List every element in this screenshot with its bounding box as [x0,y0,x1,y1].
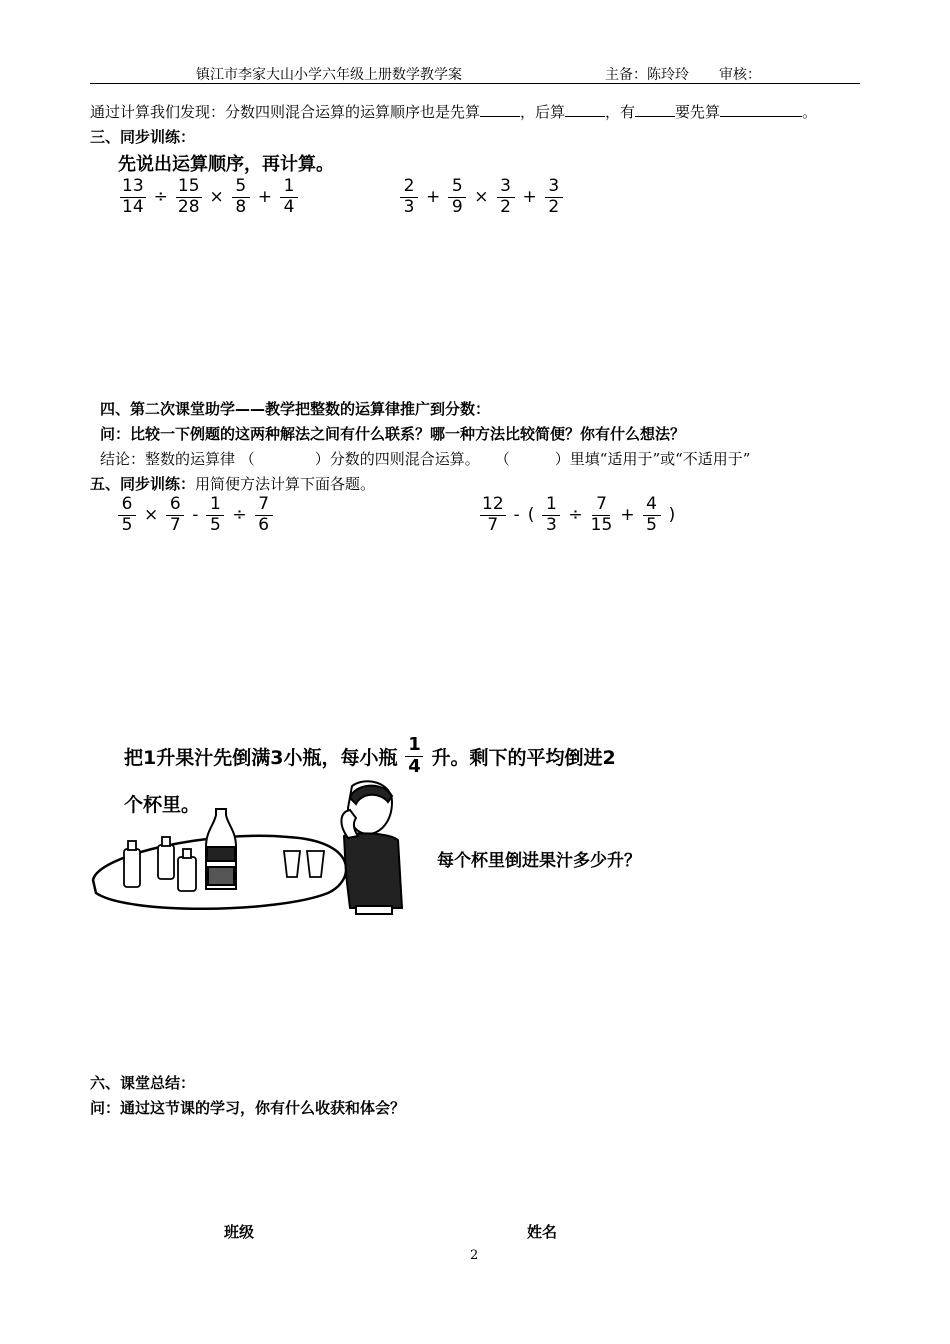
fraction: $\frac{3}{2}$ [545,178,563,217]
blank-2[interactable] [565,104,605,117]
blank-3[interactable] [635,104,675,117]
fraction: $\frac{5}{8}$ [232,178,250,217]
operator: + [426,187,441,208]
intro-part-3: ，有 [605,103,636,121]
fraction: $\frac{7}{15}$ [590,494,613,535]
section5-expression-1 [114,496,277,535]
fraction: $\frac{1}{3}$ [542,496,560,535]
section6-question: 问：通过这节课的学习，你有什么收获和体会？ [90,1099,406,1117]
class-label: 班级 [224,1223,255,1241]
section5-heading [90,473,375,494]
section6-title: 六、课堂总结： [90,1074,196,1092]
section4-title: 四、第二次课堂助学——教学把整数的运算律推广到分数： [100,400,491,418]
section4-conclusion: 结论：整数的运算律 （ ）分数的四则混合运算。 （ ）里填“适用于”或“不适用于” [100,450,751,468]
fraction: $\frac{4}{5}$ [643,496,661,535]
section3-expression-1 [116,178,302,217]
fraction: $\frac{3}{2}$ [497,178,515,217]
page-number: 2 [470,1248,479,1263]
story-text-a: 把1升果汁先倒满3小瓶，每小瓶 [124,746,398,769]
operator: × [144,505,159,526]
intro-sentence [90,101,817,122]
fraction: $\frac{13}{14}$ [122,176,144,217]
operator: + [257,187,273,208]
header-rule [90,83,860,84]
operator: × [209,187,224,208]
operator: + [522,187,537,208]
fraction: $\frac{2}{3}$ [400,178,418,217]
operator: × [474,187,489,208]
operator: + [620,505,635,526]
operator: ÷ [232,505,247,526]
fraction: $\frac{6}{5}$ [118,496,136,535]
story-line-2: 个杯里。 [124,794,201,816]
section3-expression-2 [396,178,567,217]
operator: ÷ [153,187,168,208]
operator: - [192,505,199,526]
section5-subtitle: 用简便方法计算下面各题。 [195,475,376,493]
operator: - [513,505,520,526]
boy-illustration [330,778,410,918]
story-text-b: 升。剩下的平均倒进2 [431,746,616,769]
blank-1[interactable] [480,104,520,117]
intro-part-1: 通过计算我们发现：分数四则混合运算的运算顺序也是先算 [90,103,481,121]
section3-title: 三、同步训练： [90,128,196,146]
section5-title: 五、同步训练： [90,475,196,493]
header-review: 审核： [719,67,761,83]
fraction: $\frac{15}{28}$ [177,176,200,217]
right-paren: ) [668,505,676,526]
section4-question: 问：比较一下例题的这两种解法之间有什么联系？哪一种方法比较简便？你有什么想法？ [100,425,686,443]
operator: ÷ [568,505,583,526]
fraction: $\frac{5}{9}$ [448,178,466,217]
story-line-1 [124,736,616,777]
header-author: 主备：陈玲玲 [605,67,689,83]
header-title: 镇江市李家大山小学六年级上册数学教学案 [196,67,462,83]
fraction: $\frac{1}{5}$ [206,496,224,535]
name-label: 姓名 [527,1223,558,1241]
section3-instruction: 先说出运算顺序，再计算。 [118,154,334,175]
left-paren: ( [527,505,535,526]
intro-part-5: 。 [802,103,818,121]
intro-part-4: 要先算 [675,103,721,121]
story-question: 每个杯里倒进果汁多少升？ [437,851,641,871]
fraction: $\frac{1}{4}$ [280,178,298,217]
fraction: $\frac{6}{7}$ [166,496,184,535]
blank-4[interactable] [720,104,802,117]
story-fraction: $\frac{1}{4}$ [405,736,423,777]
intro-part-2: ，后算 [520,103,566,121]
fraction: $\frac{12}{7}$ [482,494,504,535]
section5-expression-2 [476,496,679,535]
fraction: $\frac{7}{6}$ [255,496,273,535]
